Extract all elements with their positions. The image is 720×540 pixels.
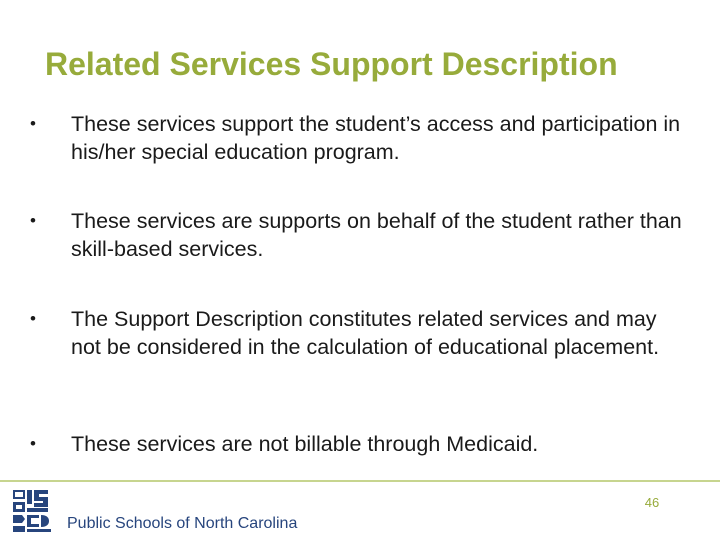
footer-logo <box>12 488 342 534</box>
organization-name: Public Schools of North Carolina <box>67 515 298 532</box>
bullet-text: These services are supports on behalf of the student rather than skill-based services. <box>71 209 682 261</box>
bullet-dot-icon: • <box>30 211 36 230</box>
bullet-text: The Support Description constitutes related services and may not be considered in the calculation of educational placement. <box>71 307 660 359</box>
bullet-dot-icon: • <box>30 434 36 453</box>
public-schools-nc-seal-icon <box>12 488 60 534</box>
bullet-item <box>30 207 690 263</box>
bullet-item <box>30 305 690 361</box>
bullet-text: These services are not billable through Medicaid. <box>71 432 539 456</box>
slide-title: Related Services Support Description <box>45 46 618 82</box>
page-number: 46 <box>644 495 660 510</box>
bullet-dot-icon: • <box>30 309 36 328</box>
bullet-dot-icon: • <box>30 114 36 133</box>
bullet-item <box>30 430 690 458</box>
bullet-text: These services support the student’s access and participation in his/her special education program. <box>71 112 681 164</box>
bullet-item <box>30 110 690 166</box>
footer-divider <box>0 480 720 482</box>
